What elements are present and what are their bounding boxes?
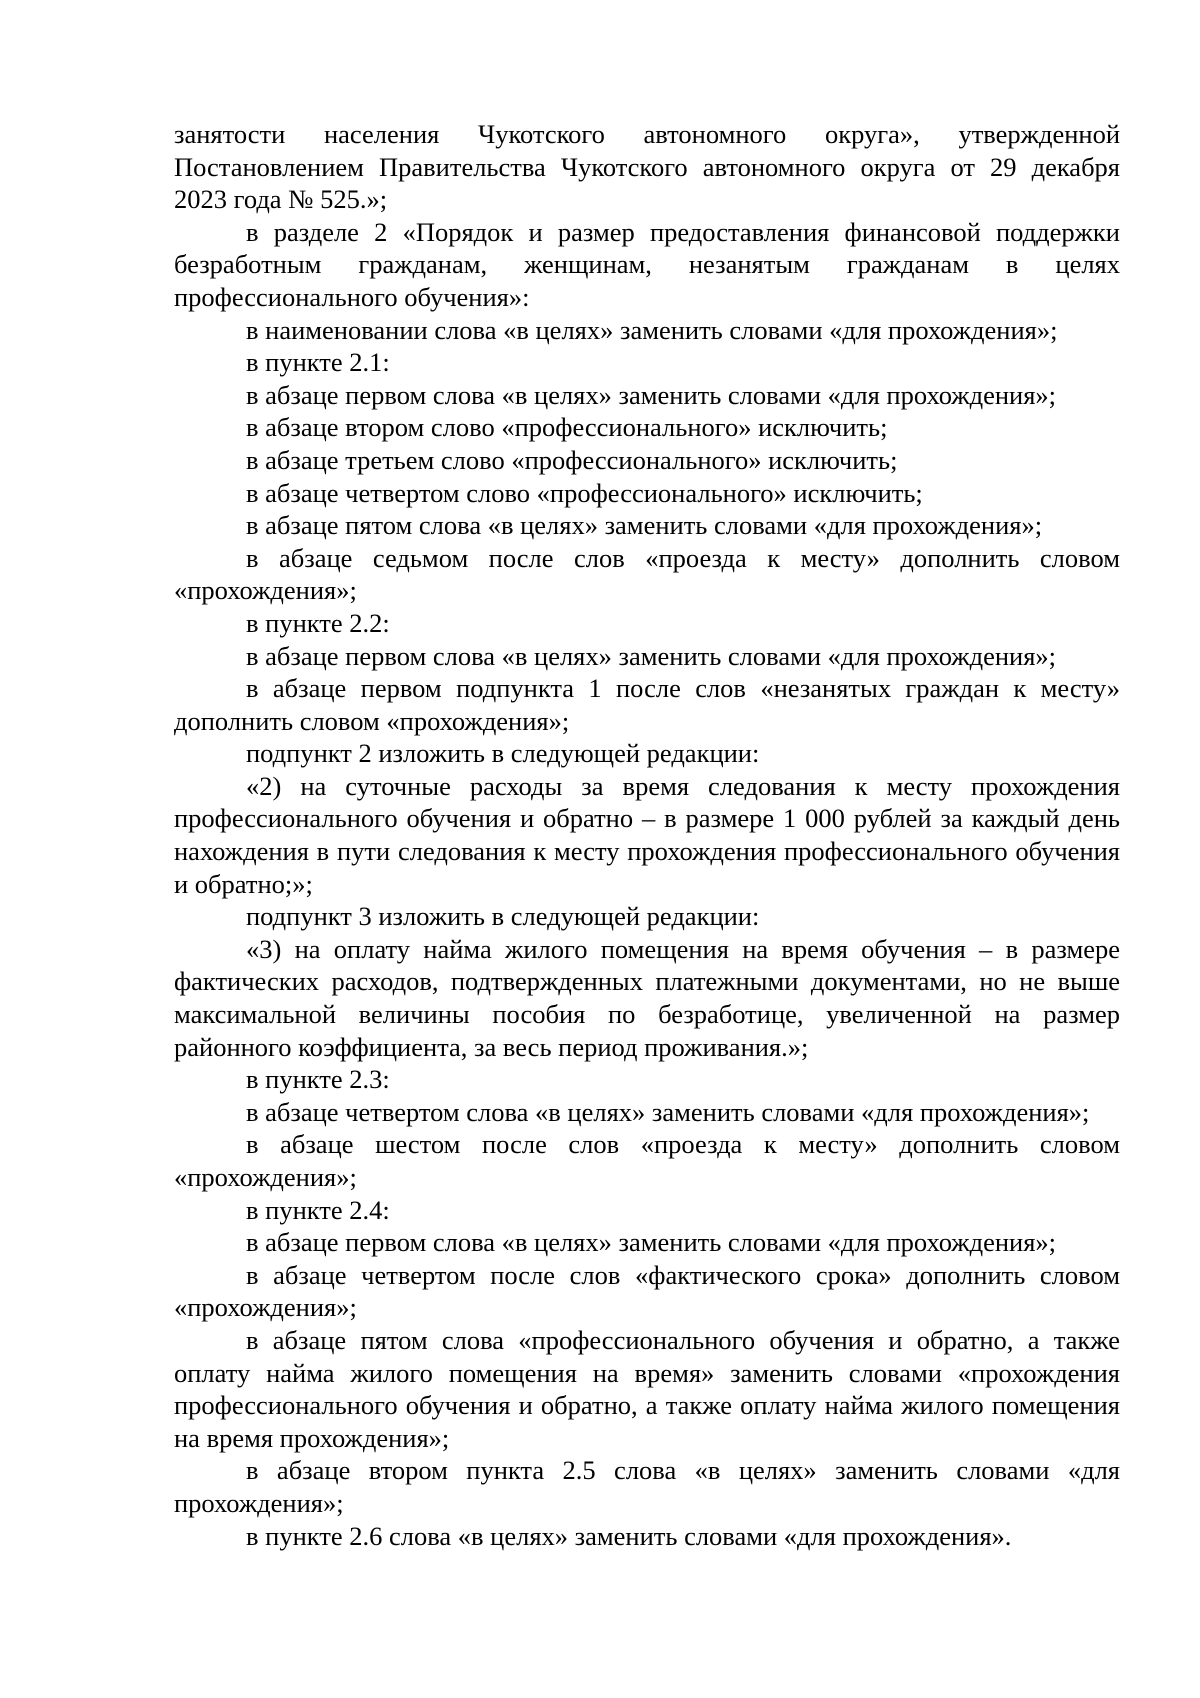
- paragraph-2-4-fifth: в абзаце пятом слова «профессионального обучения и обратно, а также оплату найма жилого помещения на время» заменить словами «прохождения профессионального обучения и обратно, а также оплату найма жилого помещения на время прохождения»;: [174, 1324, 1120, 1453]
- paragraph-title-change: в наименовании слова «в целях» заменить словами «для прохождения»;: [246, 314, 1058, 345]
- paragraph-2-1-second: в абзаце втором слово «профессионального» исключить;: [246, 412, 888, 443]
- paragraph-point-2-1: в пункте 2.1:: [246, 347, 390, 378]
- paragraph-subpoint-3-text: «3) на оплату найма жилого помещения на время обучения – в размере фактических расходов, подтвержденных платежными документами, но не выше максимальной величины пособия по безработице, увеличенной на размер районного коэффициента, за весь период проживания.»;: [174, 933, 1120, 1062]
- paragraph-subpoint-2-text: «2) на суточные расходы за время следования к месту прохождения профессионального обучения и обратно – в размере 1 000 рублей за каждый день нахождения в пути следования к месту прохождения профессионального обучения и обратно;»;: [174, 770, 1120, 899]
- paragraph-section-2: в разделе 2 «Порядок и размер предоставления финансовой поддержки безработным гражданам, женщинам, незанятым гражданам в целях профессионального обучения»:: [174, 216, 1120, 312]
- paragraph-2-1-fifth: в абзаце пятом слова «в целях» заменить словами «для прохождения»;: [246, 510, 1043, 541]
- paragraph-2-1-third: в абзаце третьем слово «профессионального» исключить;: [246, 444, 898, 475]
- paragraph-2-3-sixth: в абзаце шестом после слов «проезда к месту» дополнить словом «прохождения»;: [174, 1129, 1120, 1192]
- paragraph-2-3-fourth: в абзаце четвертом слова «в целях» заменить словами «для прохождения»;: [246, 1096, 1090, 1127]
- paragraph-point-2-4: в пункте 2.4:: [246, 1194, 390, 1225]
- paragraph-2-4-fourth: в абзаце четвертом после слов «фактического срока» дополнить словом «прохождения»;: [174, 1259, 1120, 1323]
- paragraph-2-1-first: в абзаце первом слова «в целях» заменить словами «для прохождения»;: [246, 379, 1056, 410]
- paragraph-2-2-subpoint-1: в абзаце первом подпункта 1 после слов «незанятых граждан к месту» дополнить словом «прохождения»;: [174, 673, 1120, 736]
- paragraph-2-1-seventh: в абзаце седьмом после слов «проезда к месту» дополнить словом «прохождения»;: [174, 542, 1120, 606]
- document-body: [174, 118, 1120, 1552]
- paragraph-2-4-first: в абзаце первом слова «в целях» заменить словами «для прохождения»;: [246, 1227, 1056, 1258]
- paragraph-2-6: в пункте 2.6 слова «в целях» заменить словами «для прохождения».: [246, 1520, 1012, 1551]
- paragraph-point-2-3: в пункте 2.3:: [246, 1064, 390, 1095]
- paragraph-2-2-first: в абзаце первом слова «в целях» заменить словами «для прохождения»;: [246, 640, 1056, 671]
- paragraph-continuation: занятости населения Чукотского автономного округа», утвержденной Постановлением Правительства Чукотского автономного округа от 29 декабря 2023 года № 525.»;: [174, 119, 1120, 215]
- paragraph-subpoint-3-intro: подпункт 3 изложить в следующей редакции:: [246, 901, 760, 932]
- paragraph-subpoint-2-intro: подпункт 2 изложить в следующей редакции:: [246, 738, 760, 769]
- paragraph-2-5-second: в абзаце втором пункта 2.5 слова «в целях» заменить словами «для прохождения»;: [174, 1455, 1120, 1518]
- paragraph-2-1-fourth: в абзаце четвертом слово «профессионального» исключить;: [246, 477, 923, 508]
- paragraph-point-2-2: в пункте 2.2:: [246, 607, 390, 638]
